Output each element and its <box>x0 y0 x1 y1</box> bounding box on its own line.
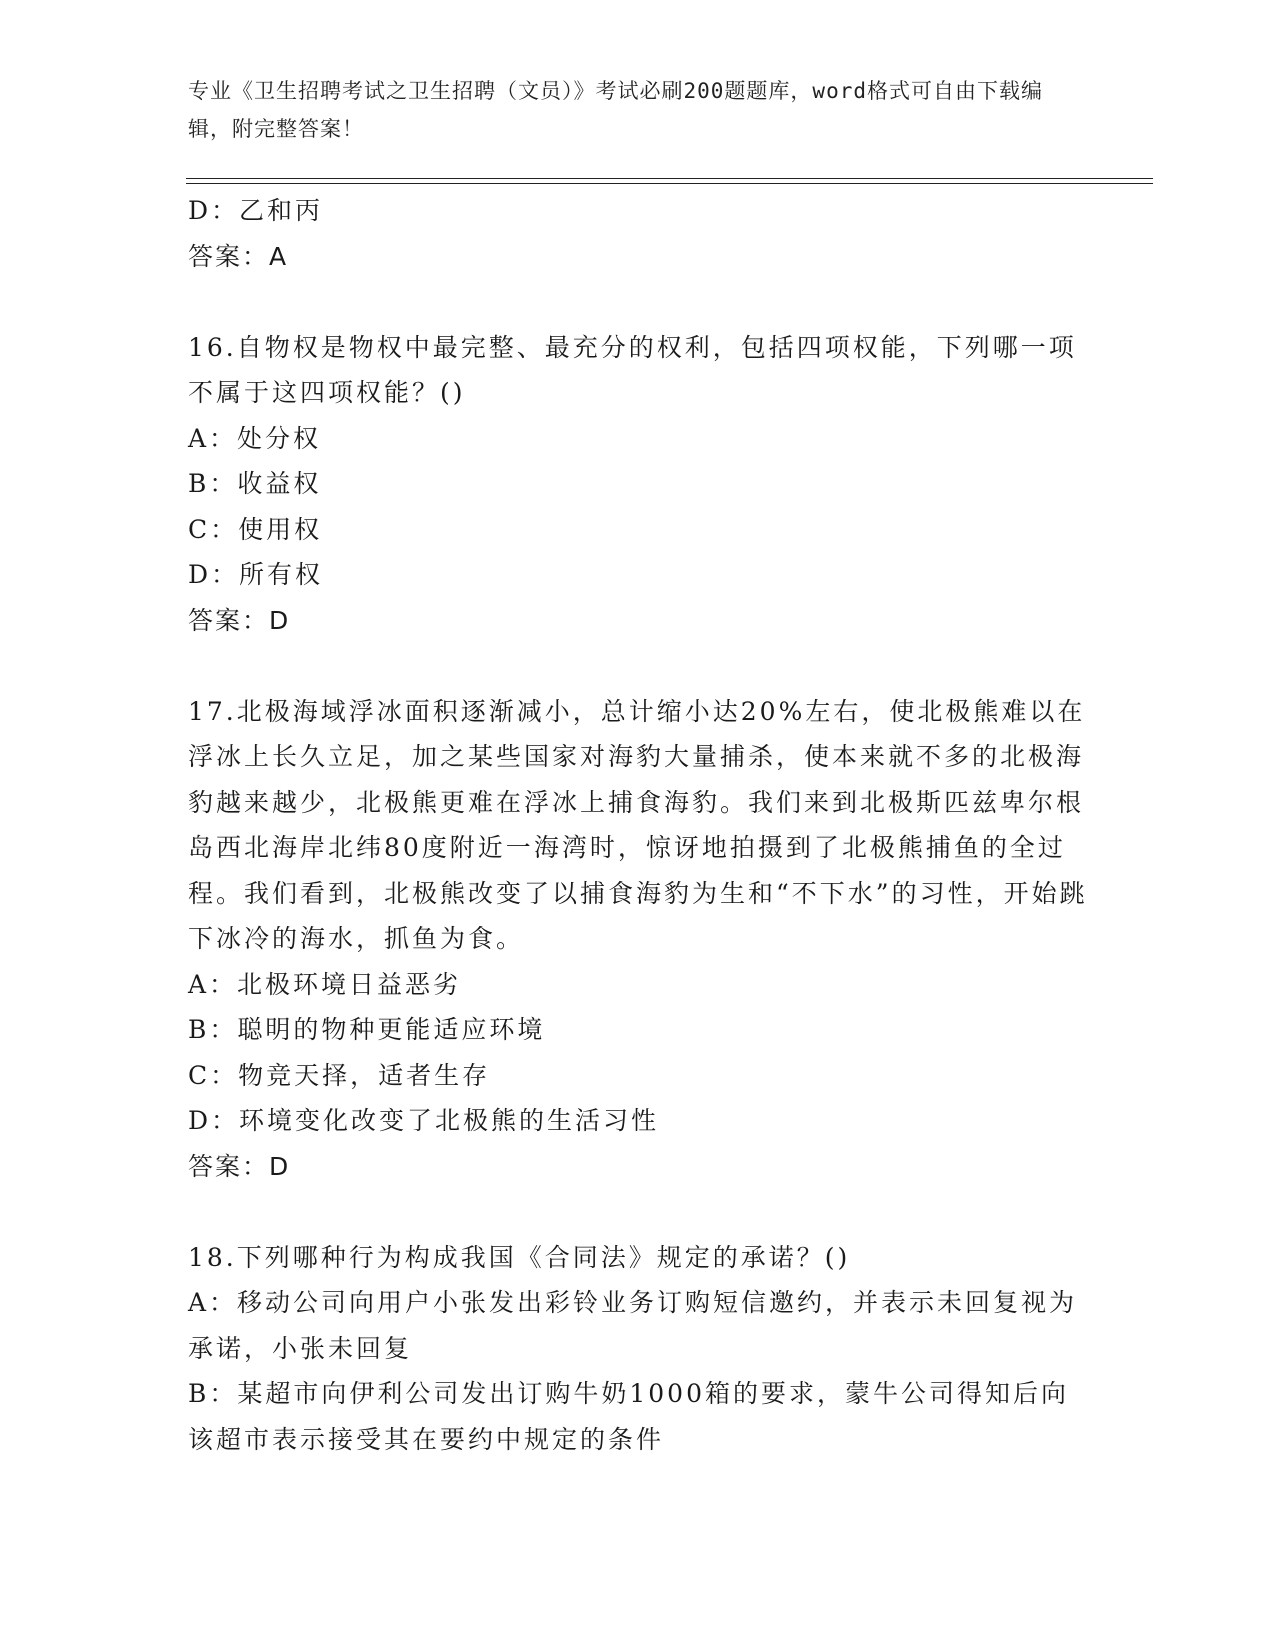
option-b: B：收益权 <box>188 469 322 498</box>
document-header <box>188 72 1068 148</box>
question-15-tail <box>188 188 1088 279</box>
option-d: D：环境变化改变了北极熊的生活习性 <box>188 1106 660 1135</box>
document-body <box>188 188 1088 1462</box>
spacer <box>188 643 1088 689</box>
option-a: A：处分权 <box>188 423 322 453</box>
option-d: D：乙和丙 <box>188 196 324 225</box>
answer-line: 答案：D <box>188 1151 291 1181</box>
question-18 <box>188 1235 1088 1463</box>
question-16 <box>188 325 1088 644</box>
option-c: C：使用权 <box>188 514 323 544</box>
option-b: B：聪明的物种更能适应环境 <box>188 1015 546 1044</box>
question-17 <box>188 689 1088 1190</box>
header-divider-bottom <box>186 183 1153 184</box>
spacer <box>188 1189 1088 1235</box>
question-stem: 18.下列哪种行为构成我国《合同法》规定的承诺？() <box>188 1242 851 1272</box>
option-c: C：物竞天择，适者生存 <box>188 1060 491 1090</box>
answer-line: 答案：D <box>188 605 291 635</box>
option-a: A：移动公司向用户小张发出彩铃业务订购短信邀约，并表示未回复视为承诺，小张未回复 <box>188 1288 1078 1363</box>
question-stem: 17.北极海域浮冰面积逐渐减小，总计缩小达20%左右，使北极熊难以在浮冰上长久立足，加之某些国家对海豹大量捕杀，使本来就不多的北极海豹越来越少，北极熊更难在浮冰上捕食海豹。我们来到北极斯匹兹卑尔根岛西北海岸北纬80度附近一海湾时，惊讶地拍摄到了北极熊捕鱼的全过程。我们看到，北极熊改变了以捕食海豹为生和“不下水”的习性，开始跳下冰冷的海水，抓鱼为食。 <box>188 696 1088 953</box>
spacer <box>188 279 1088 325</box>
header-text: 专业《卫生招聘考试之卫生招聘（文员）》考试必刷200题题库，word格式可自由下载编辑，附完整答案！ <box>188 79 1043 141</box>
answer-line: 答案：A <box>188 241 289 271</box>
question-stem: 16.自物权是物权中最完整、最充分的权利，包括四项权能，下列哪一项不属于这四项权能？() <box>188 332 1077 407</box>
option-d: D：所有权 <box>188 560 324 589</box>
option-a: A：北极环境日益恶劣 <box>188 969 462 999</box>
header-divider-top <box>186 178 1153 179</box>
option-b: B：某超市向伊利公司发出订购牛奶1000箱的要求，蒙牛公司得知后向该超市表示接受其在要约中规定的条件 <box>188 1379 1069 1454</box>
